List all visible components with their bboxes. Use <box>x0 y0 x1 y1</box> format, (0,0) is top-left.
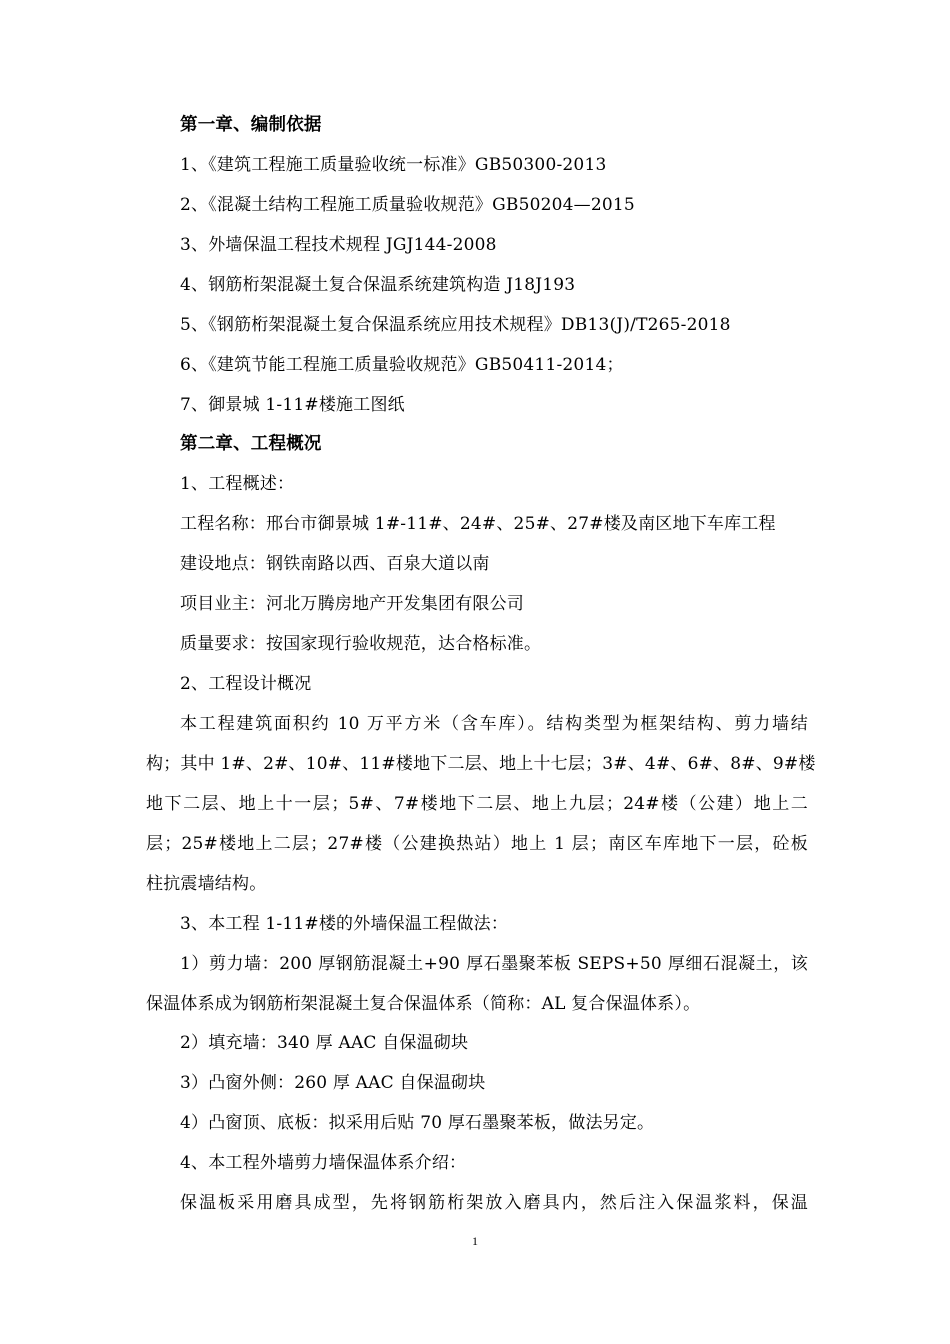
reference-item-2: 2、《混凝土结构工程施工质量验收规范》GB50204—2015 <box>180 195 635 215</box>
chapter2-title: 第二章、工程概况 <box>180 434 322 454</box>
reference-item-7: 7、御景城 1-11#楼施工图纸 <box>180 395 405 415</box>
insulation-heading: 3、本工程 1-11#楼的外墙保温工程做法： <box>180 914 509 934</box>
reference-item-5: 5、《钢筋桁架混凝土复合保温系统应用技术规程》DB13(J)/T265-2018 <box>180 315 731 335</box>
project-location: 建设地点：钢铁南路以西、百泉大道以南 <box>180 554 490 574</box>
insulation-item-2: 2）填充墙：340 厚 AAC 自保温砌块 <box>180 1033 469 1053</box>
insulation-item-1-line-2: 保温体系成为钢筋桁架混凝土复合保温体系（简称：AL 复合保温体系）。 <box>146 994 701 1014</box>
design-paragraph-line-5: 柱抗震墙结构。 <box>146 874 267 894</box>
design-paragraph-line-3: 地下二层、地上十一层；5#、7#楼地下二层、地上九层；24#楼（公建）地上二 <box>146 794 808 814</box>
project-name: 工程名称：邢台市御景城 1#-11#、24#、25#、27#楼及南区地下车库工程 <box>180 514 776 534</box>
insulation-item-1-line-1: 1）剪力墙：200 厚钢筋混凝土+90 厚石墨聚苯板 SEPS+50 厚细石混凝土，该 <box>180 954 808 974</box>
chapter1-title: 第一章、编制依据 <box>180 115 322 135</box>
insulation-item-3: 3）凸窗外侧：260 厚 AAC 自保温砌块 <box>180 1073 486 1093</box>
system-paragraph-line-1: 保温板采用磨具成型，先将钢筋桁架放入磨具内，然后注入保温浆料，保温 <box>180 1193 808 1213</box>
page-number: 1 <box>472 1234 478 1248</box>
project-owner: 项目业主：河北万腾房地产开发集团有限公司 <box>180 594 524 614</box>
design-paragraph-line-4: 层；25#楼地上二层；27#楼（公建换热站）地上 1 层；南区车库地下一层，砼板 <box>146 834 808 854</box>
reference-item-3: 3、外墙保温工程技术规程 JGJ144-2008 <box>180 235 497 255</box>
reference-item-4: 4、钢筋桁架混凝土复合保温系统建筑构造 J18J193 <box>180 275 576 295</box>
reference-item-1: 1、《建筑工程施工质量验收统一标准》GB50300-2013 <box>180 155 607 175</box>
reference-item-6: 6、《建筑节能工程施工质量验收规范》GB50411-2014； <box>180 355 624 375</box>
design-paragraph-line-1: 本工程建筑面积约 10 万平方米（含车库）。结构类型为框架结构、剪力墙结 <box>180 714 808 734</box>
design-paragraph-line-2: 构；其中 1#、2#、10#、11#楼地下二层、地上十七层；3#、4#、6#、8#、9#楼 <box>146 754 816 774</box>
system-heading: 4、本工程外墙剪力墙保温体系介绍： <box>180 1153 467 1173</box>
insulation-item-4: 4）凸窗顶、底板：拟采用后贴 70 厚石墨聚苯板，做法另定。 <box>180 1113 655 1133</box>
design-heading: 2、工程设计概况 <box>180 674 312 694</box>
overview-heading: 1、工程概述： <box>180 474 295 494</box>
quality-requirement: 质量要求：按国家现行验收规范，达合格标准。 <box>180 634 542 654</box>
